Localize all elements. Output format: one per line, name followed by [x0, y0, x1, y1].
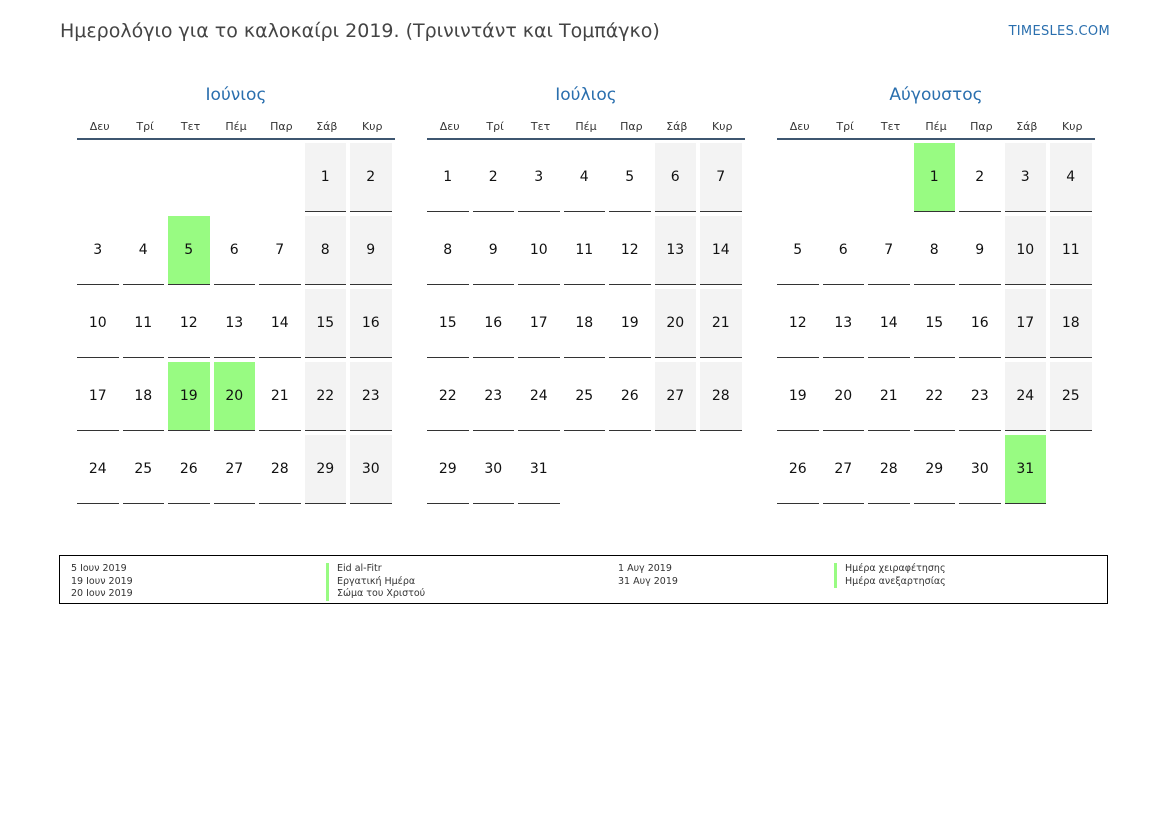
- day-cell: 5: [777, 216, 819, 285]
- legend-dates-right: [618, 563, 678, 588]
- day-cell: 12: [609, 216, 651, 285]
- day-cell: 3: [518, 143, 560, 212]
- day-cell: 7: [700, 143, 742, 212]
- day-cell: 28: [868, 435, 910, 504]
- brand-link[interactable]: TIMESLES.COM: [1008, 24, 1110, 39]
- day-cell: 22: [427, 362, 469, 431]
- day-cell: 8: [914, 216, 956, 285]
- day-cell: 20: [823, 362, 865, 431]
- day-cell: 12: [168, 289, 210, 358]
- day-cell: 17: [1005, 289, 1047, 358]
- day-cell: 9: [350, 216, 392, 285]
- day-cell: 15: [427, 289, 469, 358]
- weekday-label: Δευ: [89, 119, 110, 133]
- day-cell: 14: [259, 289, 301, 358]
- day-cell: 23: [473, 362, 515, 431]
- day-cell: 23: [350, 362, 392, 431]
- weekday-header: [77, 114, 395, 140]
- day-cell: 20: [655, 289, 697, 358]
- day-cell: 18: [123, 362, 165, 431]
- day-cell: 17: [518, 289, 560, 358]
- day-cell: 24: [1005, 362, 1047, 431]
- day-cell: 28: [259, 435, 301, 504]
- day-cell: 3: [1005, 143, 1047, 212]
- empty-cell: [123, 143, 165, 212]
- day-cell: 6: [214, 216, 256, 285]
- day-cell: 13: [655, 216, 697, 285]
- legend-dates-left: [71, 563, 133, 601]
- empty-cell: [823, 143, 865, 212]
- day-cell: 21: [868, 362, 910, 431]
- day-cell: 12: [777, 289, 819, 358]
- weekday-label: Τετ: [180, 119, 201, 133]
- empty-cell: [655, 435, 697, 504]
- day-grid: [777, 143, 1095, 504]
- day-cell: 31: [518, 435, 560, 504]
- day-cell: 14: [700, 216, 742, 285]
- day-cell: 30: [959, 435, 1001, 504]
- day-cell: 11: [123, 289, 165, 358]
- month-name: Ιούλιος: [555, 85, 617, 105]
- day-cell: 19: [168, 362, 210, 431]
- legend-date: 5 Ιουν 2019: [71, 563, 127, 574]
- day-cell: 9: [473, 216, 515, 285]
- weekday-label: Τετ: [530, 119, 551, 133]
- day-cell: 19: [609, 289, 651, 358]
- legend-date: 1 Αυγ 2019: [618, 563, 672, 574]
- weekday-label: Τετ: [880, 119, 901, 133]
- empty-cell: [564, 435, 606, 504]
- legend-date: 20 Ιουν 2019: [71, 588, 133, 599]
- day-cell: 9: [959, 216, 1001, 285]
- month-june: [77, 83, 395, 504]
- empty-cell: [168, 143, 210, 212]
- day-cell: 15: [305, 289, 347, 358]
- day-grid: [77, 143, 395, 504]
- legend-holiday-name: Εργατική Ημέρα: [326, 576, 425, 589]
- day-cell: 2: [350, 143, 392, 212]
- day-cell: 26: [168, 435, 210, 504]
- day-cell: 13: [214, 289, 256, 358]
- day-cell: 2: [473, 143, 515, 212]
- day-cell: 15: [914, 289, 956, 358]
- month-name: Αύγουστος: [889, 85, 983, 105]
- weekday-header: [777, 114, 1095, 140]
- weekday-label: Παρ: [970, 119, 993, 133]
- empty-cell: [700, 435, 742, 504]
- weekday-label: Σάβ: [666, 119, 688, 133]
- day-cell: 18: [564, 289, 606, 358]
- weekday-label: Κυρ: [361, 119, 383, 133]
- month-august: [777, 83, 1095, 504]
- day-cell: 25: [564, 362, 606, 431]
- day-cell: 5: [609, 143, 651, 212]
- month-name: Ιούνιος: [205, 85, 267, 105]
- day-cell: 27: [214, 435, 256, 504]
- day-cell: 19: [777, 362, 819, 431]
- day-cell: 21: [700, 289, 742, 358]
- empty-cell: [77, 143, 119, 212]
- day-cell: 22: [914, 362, 956, 431]
- legend-names-right: [834, 563, 946, 588]
- legend-holiday-name: Σώμα του Χριστού: [326, 588, 425, 601]
- legend-date: 31 Αυγ 2019: [618, 575, 678, 587]
- weekday-label: Δευ: [789, 119, 810, 133]
- day-cell: 16: [959, 289, 1001, 358]
- day-cell: 16: [350, 289, 392, 358]
- day-cell: 6: [655, 143, 697, 212]
- day-cell: 30: [473, 435, 515, 504]
- day-cell: 8: [427, 216, 469, 285]
- weekday-label: Παρ: [270, 119, 293, 133]
- day-cell: 28: [700, 362, 742, 431]
- day-cell: 20: [214, 362, 256, 431]
- day-cell: 14: [868, 289, 910, 358]
- day-cell: 25: [123, 435, 165, 504]
- legend-date: 19 Ιουν 2019: [71, 575, 133, 587]
- day-cell: 27: [655, 362, 697, 431]
- legend-names-left: [326, 563, 425, 601]
- month-july: [427, 83, 745, 504]
- day-cell: 11: [564, 216, 606, 285]
- day-cell: 4: [123, 216, 165, 285]
- weekday-label: Πέμ: [575, 119, 597, 133]
- day-cell: 23: [959, 362, 1001, 431]
- day-cell: 24: [518, 362, 560, 431]
- day-cell: 30: [350, 435, 392, 504]
- day-cell: 10: [77, 289, 119, 358]
- day-cell: 29: [427, 435, 469, 504]
- day-cell: 13: [823, 289, 865, 358]
- empty-cell: [1050, 435, 1092, 504]
- day-cell: 1: [427, 143, 469, 212]
- day-cell: 18: [1050, 289, 1092, 358]
- day-cell: 7: [868, 216, 910, 285]
- day-cell: 31: [1005, 435, 1047, 504]
- empty-cell: [868, 143, 910, 212]
- weekday-label: Πέμ: [225, 119, 247, 133]
- legend-holiday-name: Eid al-Fitr: [326, 563, 425, 576]
- weekday-label: Τρί: [486, 119, 504, 133]
- day-cell: 6: [823, 216, 865, 285]
- day-cell: 5: [168, 216, 210, 285]
- weekday-label: Σάβ: [316, 119, 338, 133]
- day-cell: 26: [777, 435, 819, 504]
- weekday-header: [427, 114, 745, 140]
- day-cell: 29: [914, 435, 956, 504]
- day-cell: 4: [564, 143, 606, 212]
- weekday-label: Δευ: [439, 119, 460, 133]
- day-cell: 10: [1005, 216, 1047, 285]
- day-cell: 26: [609, 362, 651, 431]
- weekday-label: Σάβ: [1016, 119, 1038, 133]
- day-cell: 1: [914, 143, 956, 212]
- day-cell: 22: [305, 362, 347, 431]
- day-cell: 16: [473, 289, 515, 358]
- weekday-label: Πέμ: [925, 119, 947, 133]
- empty-cell: [214, 143, 256, 212]
- day-cell: 7: [259, 216, 301, 285]
- day-cell: 24: [77, 435, 119, 504]
- weekday-label: Τρί: [836, 119, 854, 133]
- day-cell: 11: [1050, 216, 1092, 285]
- empty-cell: [777, 143, 819, 212]
- day-cell: 29: [305, 435, 347, 504]
- day-cell: 3: [77, 216, 119, 285]
- day-cell: 2: [959, 143, 1001, 212]
- day-cell: 10: [518, 216, 560, 285]
- page-title: Ημερολόγιο για το καλοκαίρι 2019. (Τρινιντάντ και Τομπάγκο): [60, 20, 660, 42]
- empty-cell: [259, 143, 301, 212]
- day-cell: 27: [823, 435, 865, 504]
- weekday-label: Τρί: [136, 119, 154, 133]
- day-cell: 4: [1050, 143, 1092, 212]
- day-grid: [427, 143, 745, 504]
- holiday-legend: [59, 555, 1108, 604]
- day-cell: 25: [1050, 362, 1092, 431]
- day-cell: 17: [77, 362, 119, 431]
- legend-holiday-name: Ημέρα ανεξαρτησίας: [834, 576, 946, 589]
- empty-cell: [609, 435, 651, 504]
- legend-holiday-name: Ημέρα χειραφέτησης: [834, 563, 946, 576]
- weekday-label: Κυρ: [711, 119, 733, 133]
- weekday-label: Κυρ: [1061, 119, 1083, 133]
- weekday-label: Παρ: [620, 119, 643, 133]
- day-cell: 1: [305, 143, 347, 212]
- day-cell: 8: [305, 216, 347, 285]
- day-cell: 21: [259, 362, 301, 431]
